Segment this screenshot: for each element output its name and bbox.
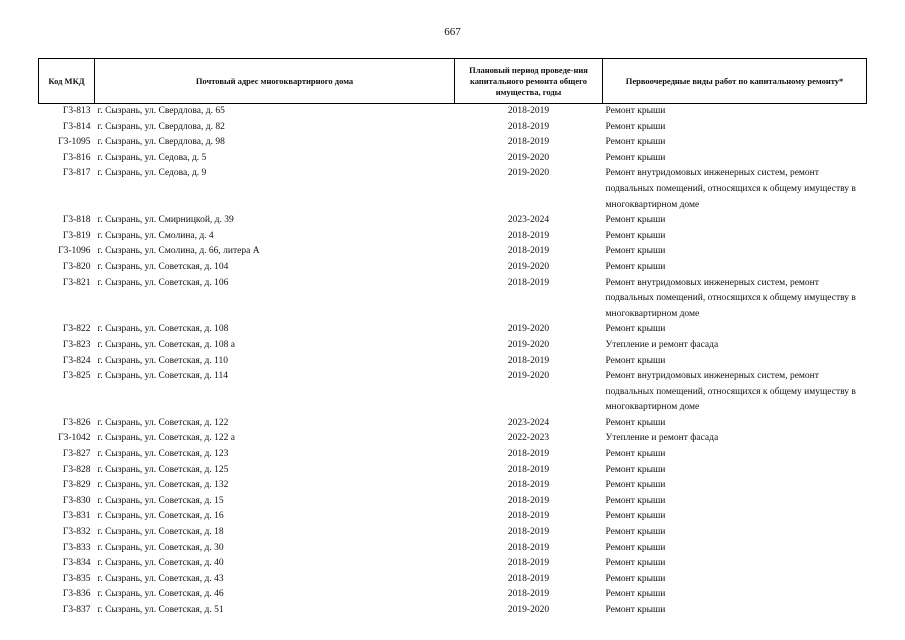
cell-code: Г3-1096 <box>58 246 91 257</box>
cell-code: Г3-819 <box>62 230 91 241</box>
cell-code: Г3-834 <box>62 558 91 569</box>
cell-address: г. Сызрань, ул. Советская, д. 132 <box>97 480 229 491</box>
table-row <box>39 276 867 323</box>
cell-code: Г3-818 <box>62 215 91 226</box>
cell-works: Ремонт крыши <box>605 573 666 584</box>
header-code: Код МКД <box>39 59 95 104</box>
table-row <box>39 572 867 588</box>
cell-works: Ремонт внутридомовых инженерных систем, ремонт подвальных помещений, относящихся к общему имуществу в многоквартирном доме <box>605 277 856 319</box>
cell-address: г. Сызрань, ул. Советская, д. 104 <box>97 261 229 272</box>
cell-address: г. Сызрань, ул. Свердлова, д. 82 <box>97 121 225 132</box>
cell-period: 2018-2019 <box>507 480 550 491</box>
cell-address: г. Сызрань, ул. Советская, д. 16 <box>97 511 224 522</box>
cell-period: 2019-2020 <box>507 324 550 335</box>
cell-address: г. Сызрань, ул. Советская, д. 46 <box>97 589 224 600</box>
cell-code: Г3-814 <box>62 121 91 132</box>
cell-period: 2018-2019 <box>507 137 550 148</box>
cell-code: Г3-816 <box>62 152 91 163</box>
cell-period: 2018-2019 <box>507 589 550 600</box>
cell-code: Г3-826 <box>62 417 91 428</box>
cell-code: Г3-1042 <box>58 433 91 444</box>
cell-address: г. Сызрань, ул. Седова, д. 5 <box>97 152 207 163</box>
cell-code: Г3-822 <box>62 324 91 335</box>
cell-period: 2022-2023 <box>507 433 550 444</box>
cell-period: 2023-2024 <box>507 417 550 428</box>
cell-works: Ремонт внутридомовых инженерных систем, ремонт подвальных помещений, относящихся к общему имуществу в многоквартирном доме <box>605 168 856 210</box>
table-row <box>39 463 867 479</box>
cell-period: 2019-2020 <box>507 371 550 382</box>
table-row <box>39 509 867 525</box>
cell-period: 2018-2019 <box>507 527 550 538</box>
cell-address: г. Сызрань, ул. Советская, д. 106 <box>97 277 229 288</box>
table-row <box>39 229 867 245</box>
table-row <box>39 104 867 120</box>
table-row <box>39 151 867 167</box>
cell-address: г. Сызрань, ул. Свердлова, д. 98 <box>97 137 225 148</box>
cell-works: Ремонт крыши <box>605 480 666 491</box>
cell-address: г. Сызрань, ул. Смирницкой, д. 39 <box>97 215 234 226</box>
cell-period: 2018-2019 <box>507 558 550 569</box>
cell-address: г. Сызрань, ул. Смолина, д. 4 <box>97 230 214 241</box>
cell-works: Ремонт крыши <box>605 137 666 148</box>
cell-works: Ремонт крыши <box>605 605 666 615</box>
cell-works: Ремонт крыши <box>605 324 666 335</box>
cell-code: Г3-817 <box>62 168 91 179</box>
cell-works: Ремонт крыши <box>605 449 666 460</box>
cell-works: Ремонт крыши <box>605 106 666 116</box>
cell-code: Г3-831 <box>62 511 91 522</box>
cell-address: г. Сызрань, ул. Советская, д. 110 <box>97 355 229 366</box>
header-row <box>39 59 867 104</box>
cell-code: Г3-813 <box>62 106 91 116</box>
cell-works: Утепление и ремонт фасада <box>605 433 719 444</box>
cell-period: 2018-2019 <box>507 230 550 241</box>
cell-code: Г3-829 <box>62 480 91 491</box>
table-row <box>39 120 867 136</box>
cell-address: г. Сызрань, ул. Советская, д. 43 <box>97 573 224 584</box>
table-body <box>39 104 867 619</box>
cell-address: г. Сызрань, ул. Советская, д. 15 <box>97 495 224 506</box>
cell-code: Г3-827 <box>62 449 91 460</box>
cell-works: Ремонт крыши <box>605 215 666 226</box>
cell-period: 2018-2019 <box>507 106 550 116</box>
table-row <box>39 322 867 338</box>
cell-period: 2018-2019 <box>507 464 550 475</box>
table-row <box>39 354 867 370</box>
cell-address: г. Сызрань, ул. Советская, д. 125 <box>97 464 229 475</box>
table-row <box>39 447 867 463</box>
header-address: Почтовый адрес многоквартирного дома <box>95 59 455 104</box>
table-row <box>39 166 867 213</box>
cell-address: г. Сызрань, ул. Советская, д. 30 <box>97 542 224 553</box>
cell-address: г. Сызрань, ул. Седова, д. 9 <box>97 168 207 179</box>
cell-address: г. Сызрань, ул. Советская, д. 122 а <box>97 433 235 444</box>
table-row <box>39 135 867 151</box>
cell-works: Ремонт крыши <box>605 230 666 241</box>
cell-address: г. Сызрань, ул. Советская, д. 40 <box>97 558 224 569</box>
cell-period: 2019-2020 <box>507 168 550 179</box>
cell-period: 2018-2019 <box>507 573 550 584</box>
table-row <box>39 587 867 603</box>
cell-works: Ремонт крыши <box>605 152 666 163</box>
table-row <box>39 525 867 541</box>
cell-code: Г3-837 <box>62 605 91 615</box>
cell-period: 2018-2019 <box>507 495 550 506</box>
cell-works: Ремонт крыши <box>605 246 666 257</box>
cell-code: Г3-832 <box>62 527 91 538</box>
table-row <box>39 213 867 229</box>
cell-works: Ремонт крыши <box>605 417 666 428</box>
cell-code: Г3-825 <box>62 371 91 382</box>
cell-period: 2018-2019 <box>507 355 550 366</box>
cell-period: 2018-2019 <box>507 511 550 522</box>
header-works: Первоочередные виды работ по капитальному ремонту* <box>603 59 867 104</box>
cell-code: Г3-1095 <box>58 137 91 148</box>
cell-works: Ремонт крыши <box>605 558 666 569</box>
cell-address: г. Сызрань, ул. Советская, д. 114 <box>97 371 229 382</box>
table-row <box>39 338 867 354</box>
cell-code: Г3-835 <box>62 573 91 584</box>
cell-period: 2018-2019 <box>507 121 550 132</box>
cell-code: Г3-823 <box>62 339 91 350</box>
cell-address: г. Сызрань, ул. Советская, д. 123 <box>97 449 229 460</box>
cell-period: 2018-2019 <box>507 542 550 553</box>
cell-address: г. Сызрань, ул. Свердлова, д. 65 <box>97 106 225 116</box>
table-row <box>39 260 867 276</box>
header-period: Плановый период проведе-ния капитального ремонта общего имущества, годы <box>455 59 603 104</box>
table-row <box>39 541 867 557</box>
cell-code: Г3-836 <box>62 589 91 600</box>
cell-works: Ремонт крыши <box>605 464 666 475</box>
cell-code: Г3-833 <box>62 542 91 553</box>
cell-period: 2019-2020 <box>507 152 550 163</box>
cell-address: г. Сызрань, ул. Советская, д. 108 а <box>97 339 235 350</box>
cell-works: Утепление и ремонт фасада <box>605 339 719 350</box>
cell-works: Ремонт крыши <box>605 542 666 553</box>
cell-address: г. Сызрань, ул. Советская, д. 18 <box>97 527 224 538</box>
cell-code: Г3-830 <box>62 495 91 506</box>
cell-works: Ремонт крыши <box>605 527 666 538</box>
cell-code: Г3-821 <box>62 277 91 288</box>
cell-works: Ремонт крыши <box>605 355 666 366</box>
cell-address: г. Сызрань, ул. Советская, д. 122 <box>97 417 229 428</box>
cell-address: г. Сызрань, ул. Советская, д. 51 <box>97 605 224 615</box>
cell-works: Ремонт крыши <box>605 589 666 600</box>
table-row <box>39 431 867 447</box>
cell-period: 2019-2020 <box>507 339 550 350</box>
cell-period: 2019-2020 <box>507 261 550 272</box>
registry-table <box>38 58 867 619</box>
cell-period: 2018-2019 <box>507 246 550 257</box>
table-row <box>39 556 867 572</box>
cell-address: г. Сызрань, ул. Советская, д. 108 <box>97 324 229 335</box>
cell-works: Ремонт крыши <box>605 261 666 272</box>
cell-code: Г3-824 <box>62 355 91 366</box>
cell-works: Ремонт крыши <box>605 511 666 522</box>
table-row <box>39 416 867 432</box>
page-number: 667 <box>444 26 461 38</box>
table-row <box>39 603 867 619</box>
table-row <box>39 478 867 494</box>
cell-code: Г3-820 <box>62 261 91 272</box>
cell-address: г. Сызрань, ул. Смолина, д. 66, литера А <box>97 246 260 257</box>
cell-code: Г3-828 <box>62 464 91 475</box>
table-row <box>39 244 867 260</box>
table-row <box>39 494 867 510</box>
cell-period: 2019-2020 <box>507 605 550 615</box>
cell-period: 2023-2024 <box>507 215 550 226</box>
cell-period: 2018-2019 <box>507 277 550 288</box>
table-row <box>39 369 867 416</box>
cell-works: Ремонт крыши <box>605 121 666 132</box>
cell-works: Ремонт внутридомовых инженерных систем, ремонт подвальных помещений, относящихся к общему имуществу в многоквартирном доме <box>605 371 856 413</box>
cell-works: Ремонт крыши <box>605 495 666 506</box>
table-header <box>39 59 867 104</box>
cell-period: 2018-2019 <box>507 449 550 460</box>
